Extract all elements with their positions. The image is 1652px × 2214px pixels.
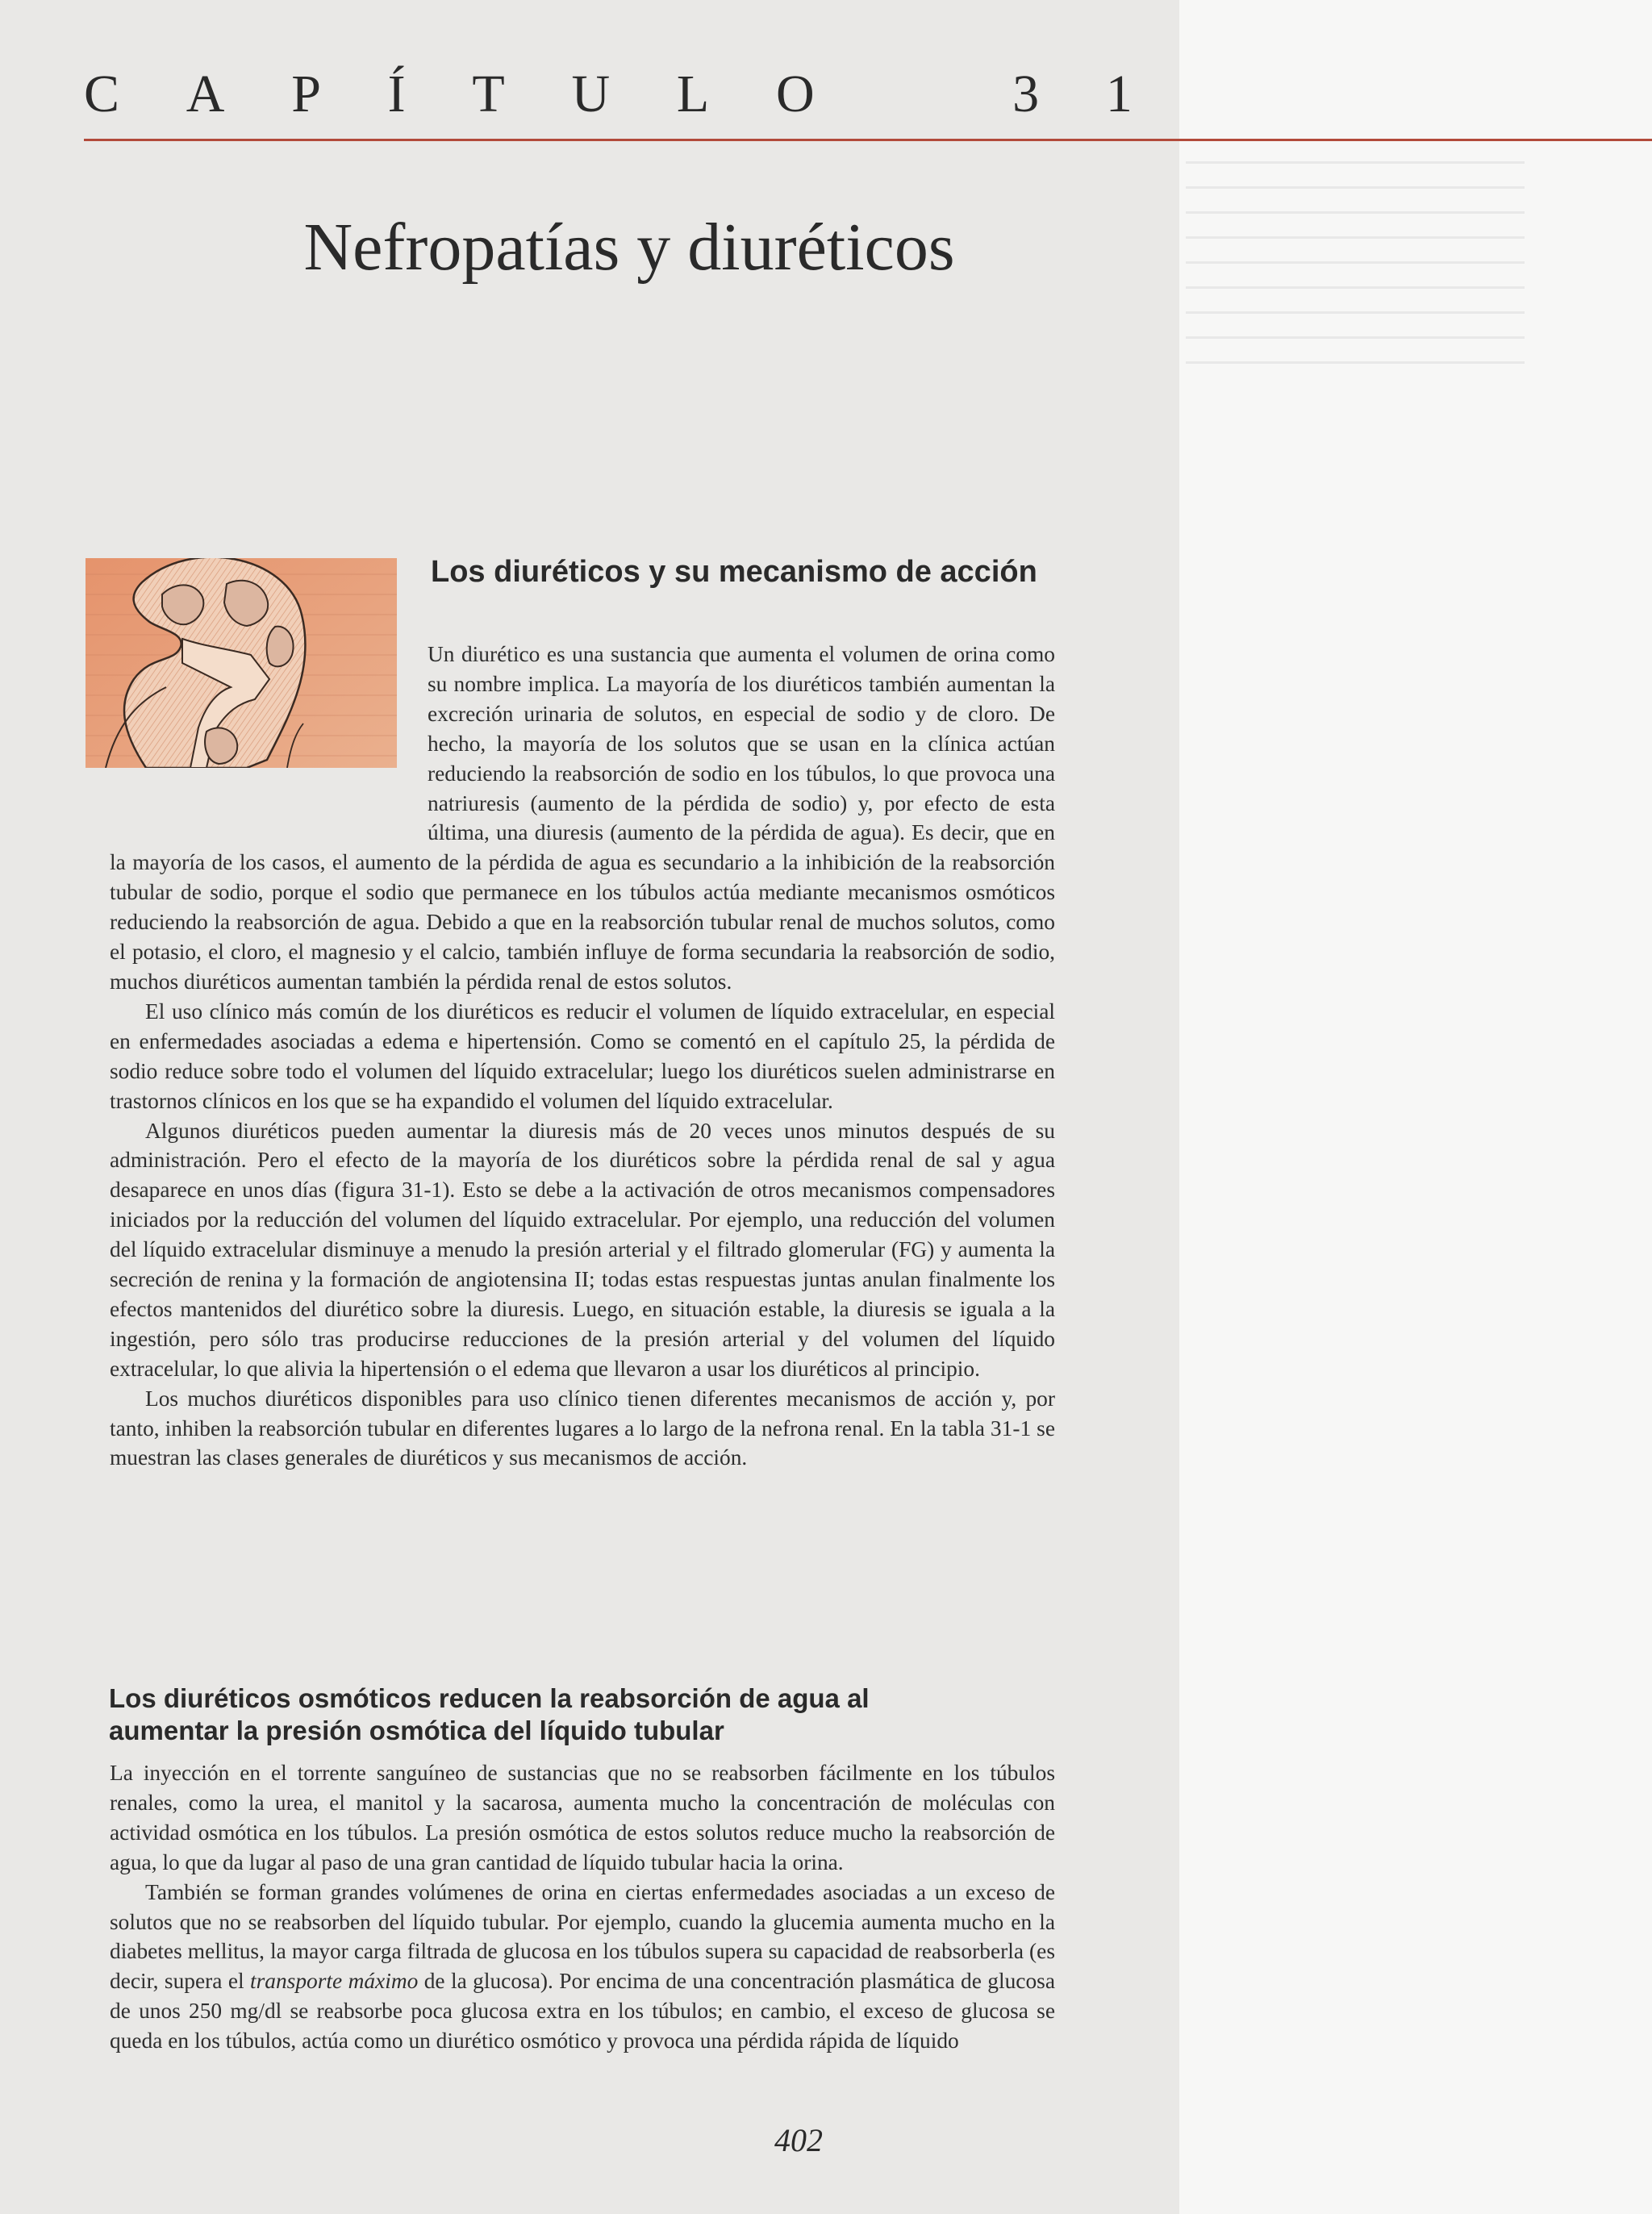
paragraph-text: También se forman grandes volúmenes de orina en ciertas enfermedades asociadas a un exceso de solutos que no se reabsorben del líquido tubular. Por ejemplo, cuando la glucemia aumenta mucho en la diabetes mellitus, la mayor carga filtrada de glucosa en los túbulos supera su capacidad de reabsorberla (es decir, supera el [110, 1879, 1055, 1994]
section-body [110, 640, 1055, 1473]
chapter-letter: T [472, 65, 505, 123]
chapter-letter: L [676, 65, 710, 123]
subsection-title: Los diuréticos osmóticos reducen la reabsorción de agua al aumentar la presión osmótica del líquido tubular [109, 1683, 870, 1745]
chapter-letter: A [186, 65, 225, 123]
paragraph: Algunos diuréticos pueden aumentar la diuresis más de 20 veces unos minutos después de su administración. Pero el efecto de la mayoría de los diuréticos sobre la pérdida renal de sal y agua desaparece en unos días (figura 31-1). Esto se debe a la activación de otros mecanismos compensadores iniciados por la reducción del volumen del líquido extracelular. Por ejemplo, una reducción del volumen del líquido extracelular disminuye a menudo la presión arterial y el filtrado glomerular (FG) y aumenta la secreción de renina y la formación de angiotensina II; todas estas respuestas juntas anulan finalmente los efectos mantenidos del diurético sobre la diuresis. Luego, en situación estable, la diuresis se iguala a la ingestión, pero sólo tras producirse reducciones de la presión arterial y del volumen del líquido extracelular, lo que alivia la hipertensión o el edema que llevaron a usar los diuréticos al principio. [110, 1118, 1055, 1381]
section-title: Los diuréticos y su mecanismo de acción [431, 555, 1037, 589]
paragraph: Los muchos diuréticos disponibles para uso clínico tienen diferentes mecanismos de acción y, por tanto, inhiben la reabsorción tubular en diferentes lugares a lo largo de la nefrona renal. En la tabla 31-1 se muestran las clases generales de diuréticos y sus mecanismos de acción. [110, 1386, 1055, 1470]
chapter-letter: P [291, 65, 321, 123]
paragraph [110, 1878, 1055, 2056]
header-rule [84, 139, 1652, 141]
chapter-letter: Í [387, 65, 406, 123]
subsection-body [110, 1758, 1055, 2056]
emphasis-term: transporte máximo [250, 1969, 419, 1994]
chapter-digit: 1 [1105, 65, 1133, 123]
float-space [110, 640, 428, 820]
paragraph: El uso clínico más común de los diuréticos es reducir el volumen de líquido extracelular, en especial en enfermedades asociadas a edema e hipertensión. Como se comentó en el capítulo 25, la pérdida de sodio reduce sobre todo el volumen del líquido extracelular; luego los diuréticos suelen administrarse en trastornos clínicos en los que se ha expandido el volumen del líquido extracelular. [110, 999, 1055, 1113]
chapter-letter: C [84, 65, 120, 123]
paragraph: La inyección en el torrente sanguíneo de sustancias que no se reabsorben fácilmente en los túbulos renales, como la urea, el manitol y la sacarosa, aumenta mucho la concentración de moléculas con actividad osmótica en los túbulos. La presión osmótica de estos solutos reduce mucho la reabsorción de agua, lo que da lugar al paso de una gran cantidad de líquido tubular hacia la orina. [110, 1761, 1055, 1874]
chapter-header [84, 58, 1133, 131]
page-number: 402 [774, 2122, 823, 2158]
chapter-letter: U [571, 65, 611, 123]
chapter-digit: 3 [1012, 65, 1040, 123]
paragraph: Un diurético es una sustancia que aumenta el volumen de orina como su nombre implica. La mayoría de los diuréticos también aumentan la excreción urinaria de solutos, en especial de sodio y de cloro. De hecho, la mayoría de los solutos que se usan en la clínica actúan reduciendo la reabsorción de sodio en los túbulos, lo que provoca una natriuresis (aumento de la pérdida de sodio) y, por efecto de esta última, una diuresis (aumento de la pérdida de agua). Es decir, que en la mayoría de los casos, el aumento de la pérdida de agua es secundario a la inhibición de la reabsorción tubular de sodio, porque el sodio que permanece en los túbulos actúa mediante mecanismos osmóticos reduciendo la reabsorción de agua. Debido a que en la reabsorción tubular renal de muchos solutos, como el potasio, el cloro, el magnesio y el calcio, también influye de forma secundaria la reabsorción de sodio, muchos diuréticos aumentan también la pérdida renal de estos solutos. [110, 642, 1055, 994]
paragraph-text: de la glucosa). Por encima de una concentración plasmática de glucosa de unos 250 mg/dl se reabsorbe poca glucosa extra en los túbulos; en cambio, el exceso de glucosa se queda en los túbulos, actúa como un diurético osmótico y provoca una pérdida rápida de líquido [110, 1969, 1055, 2053]
chapter-letter: O [775, 65, 815, 123]
chapter-title: Nefropatías y diuréticos [303, 210, 955, 285]
